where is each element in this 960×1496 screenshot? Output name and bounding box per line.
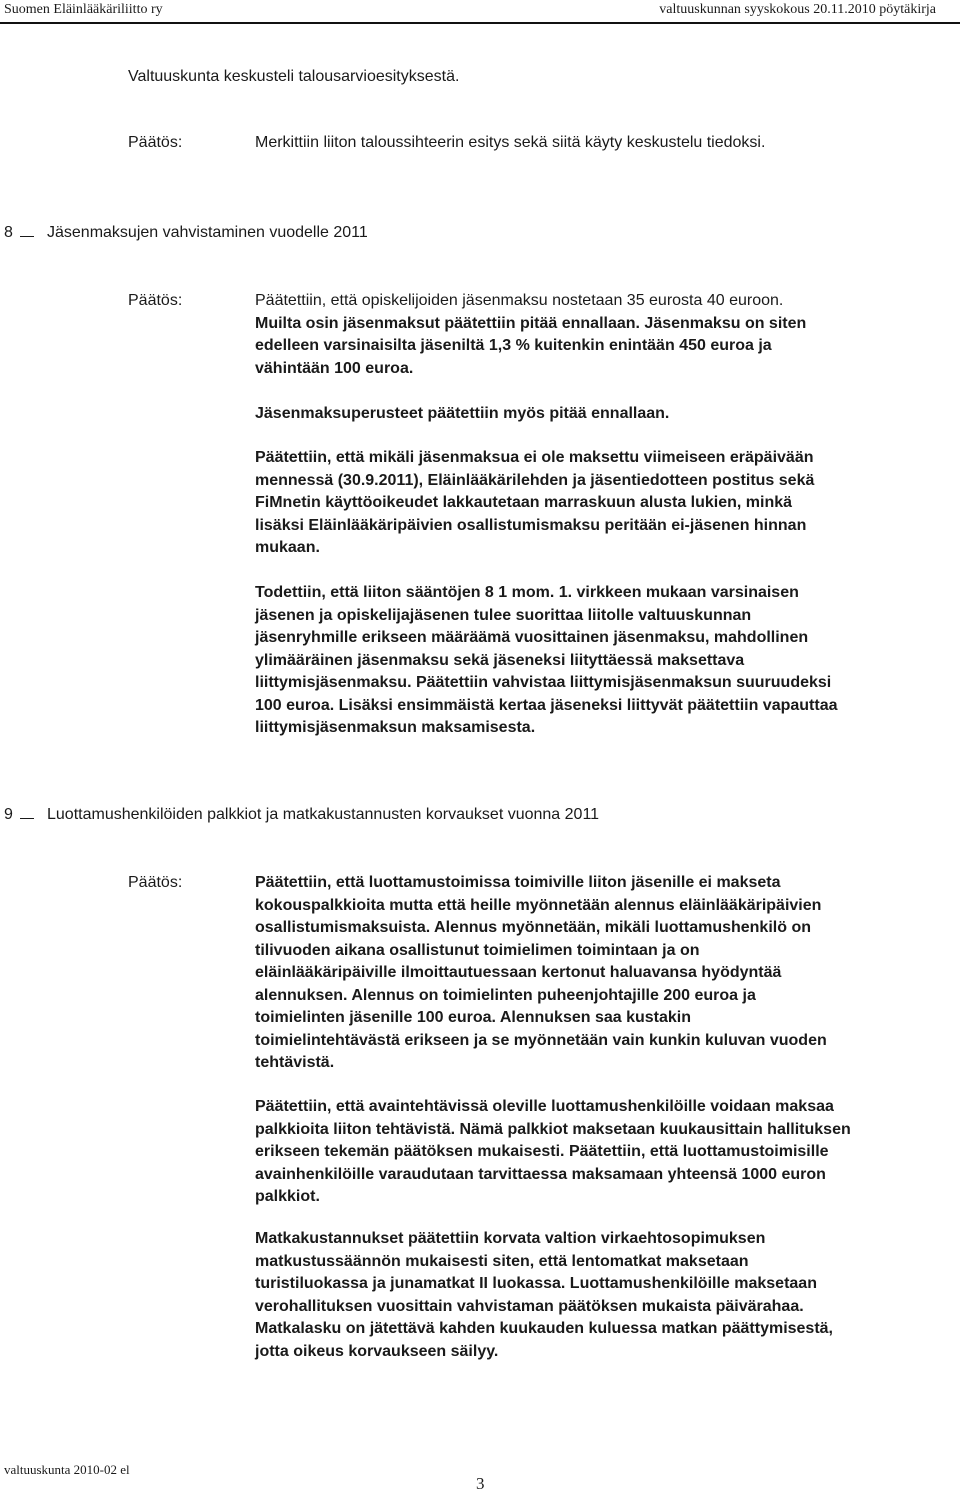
text-line: jotta oikeus korvaukseen säilyy. (255, 1342, 499, 1360)
section-9-paragraph-3 (255, 1228, 957, 1363)
text-line: mennessä (30.9.2011), Eläinlääkärilehden ja jäsentiedotteen postitus sekä (255, 471, 815, 489)
text-line: matkustussäännön mukaisesti siten, että lentomatkat maksetaan (255, 1252, 749, 1270)
text-line: 100 euroa. Lisäksi ensimmäistä kertaa jäseneksi liittyvät päätettiin vapauttaa (255, 696, 838, 714)
header-meeting: valtuuskunnan syyskokous 20.11.2010 pöytäkirja (659, 2, 936, 17)
section-9-paragraph-2 (255, 1096, 957, 1209)
text-line: toimielintehtävästä erikseen ja se myönnetään vain kunkin kuluvan vuoden (255, 1031, 827, 1049)
header-organization: Suomen Eläinlääkäriliitto ry (4, 2, 163, 17)
text-line: Päätettiin, että opiskelijoiden jäsenmaksu nostetaan 35 eurosta 40 euroon. (255, 292, 784, 309)
text-line: Todettiin, että liiton sääntöjen 8 1 mom. 1. virkkeen mukaan varsinaisen (255, 584, 799, 601)
section-8-paragraph-2 (255, 403, 957, 426)
section-8-paragraph-1 (255, 290, 957, 380)
text-line: avainhenkilöille varaudutaan tarvittaessa maksamaan yhteensä 1000 euron (255, 1165, 826, 1183)
text-line: osallistumismaksuista. Alennus myönnetään, mikäli luottamushenkilö on (255, 919, 811, 936)
section-sign-icon (20, 236, 34, 237)
section-sign-icon (20, 818, 34, 819)
text-line: palkkioita liiton tehtävistä. Nämä palkkiot maksetaan kuukausittain hallituksen (255, 1120, 851, 1138)
section-9-paragraph-1 (255, 872, 957, 1075)
text-line: tilivuoden aikana osallistunut toimielimen toimintaan ja on (255, 941, 700, 959)
text-line: verohallituksen vuosittain vahvistaman päätöksen mukaista päivärahaa. (255, 1297, 804, 1315)
text-line: toimielinten jäsenille 100 euroa. Alennuksen saa kustakin (255, 1009, 692, 1026)
text-line: lisäksi Eläinlääkäripäivien osallistumismaksu peritään ei-jäsenen hinnan (255, 516, 807, 534)
decision-label-3: Päätös: (128, 874, 183, 891)
text-line: vähintään 100 euroa. (255, 359, 414, 377)
text-line: Päätettiin, että luottamustoimissa toimiville liiton jäsenille ei makseta (255, 874, 781, 891)
text-line: kokouspalkkioita mutta että heille myönnetään alennus eläinlääkäripäivien (255, 896, 822, 914)
text-line: jäsenen ja opiskelijajäsenen tulee suorittaa liitolle valtuuskunnan (255, 606, 752, 624)
decision-1-text: Merkittiin liiton taloussihteerin esitys sekä siitä käyty keskustelu tiedoksi. (255, 134, 766, 151)
section-8-paragraph-3 (255, 447, 957, 560)
text-line: mukaan. (255, 539, 320, 556)
section-8-number: 8 (4, 224, 13, 241)
section-9-title: Luottamushenkilöiden palkkiot ja matkakustannusten korvaukset vuonna 2011 (47, 806, 600, 823)
text-line: palkkiot. (255, 1188, 320, 1205)
text-line: erikseen tekemän päätöksen mukaisesti. Päätettiin, että luottamustoimisille (255, 1143, 829, 1160)
text-line: liittymisjäsenmaksu. Päätettiin vahvistaa liittymisjäsenmaksun suuruudeksi (255, 674, 832, 691)
section-9-number: 9 (4, 806, 13, 823)
text-line: Päätettiin, että mikäli jäsenmaksua ei ole maksettu viimeiseen eräpäivään (255, 449, 814, 466)
footer-document-reference: valtuuskunta 2010-02 el (4, 1462, 130, 1477)
text-line: Matkakustannukset päätettiin korvata valtion virkaehtosopimuksen (255, 1230, 766, 1247)
page-number: 3 (476, 1474, 485, 1493)
text-line: Jäsenmaksuperusteet päätettiin myös pitää ennallaan. (255, 405, 670, 422)
decision-label-2: Päätös: (128, 292, 183, 309)
text-line: liittymisjäsenmaksun maksamisesta. (255, 719, 536, 736)
text-line: Muilta osin jäsenmaksut päätettiin pitää ennallaan. Jäsenmaksu on siten (255, 314, 807, 332)
text-line: ylimääräinen jäsenmaksu sekä jäseneksi liityttäessä maksettava (255, 651, 745, 669)
text-line: eläinlääkäripäiville ilmoittautuessaan kertonut haluavansa hyödyntää (255, 964, 782, 981)
text-line: Matkalasku on jätettävä kahden kuukauden kuluessa matkan päättymisestä, (255, 1320, 833, 1337)
text-line: Päätettiin, että avaintehtävissä oleville luottamushenkilöille voidaan maksaa (255, 1098, 834, 1115)
section-8-title: Jäsenmaksujen vahvistaminen vuodelle 2011 (47, 224, 368, 241)
intro-text: Valtuuskunta keskusteli talousarvioesityksestä. (128, 68, 460, 85)
text-line: turistiluokassa ja junamatkat II luokassa. Luottamushenkilöille maksetaan (255, 1275, 817, 1292)
decision-label-1: Päätös: (128, 134, 183, 151)
text-line: edelleen varsinaisilta jäseniltä 1,3 % kuitenkin enintään 450 euroa ja (255, 337, 772, 354)
text-line: alennuksen. Alennus on toimielinten puheenjohtajille 200 euroa ja (255, 986, 756, 1004)
section-8-paragraph-4 (255, 582, 957, 740)
text-line: tehtävistä. (255, 1054, 335, 1071)
page-header (0, 0, 960, 24)
text-line: jäsenryhmille erikseen määräämä vuosittainen jäsenmaksu, mahdollinen (255, 629, 809, 646)
text-line: FiMnetin käyttöoikeudet lakkautetaan marraskuun alusta lukien, minkä (255, 494, 793, 511)
